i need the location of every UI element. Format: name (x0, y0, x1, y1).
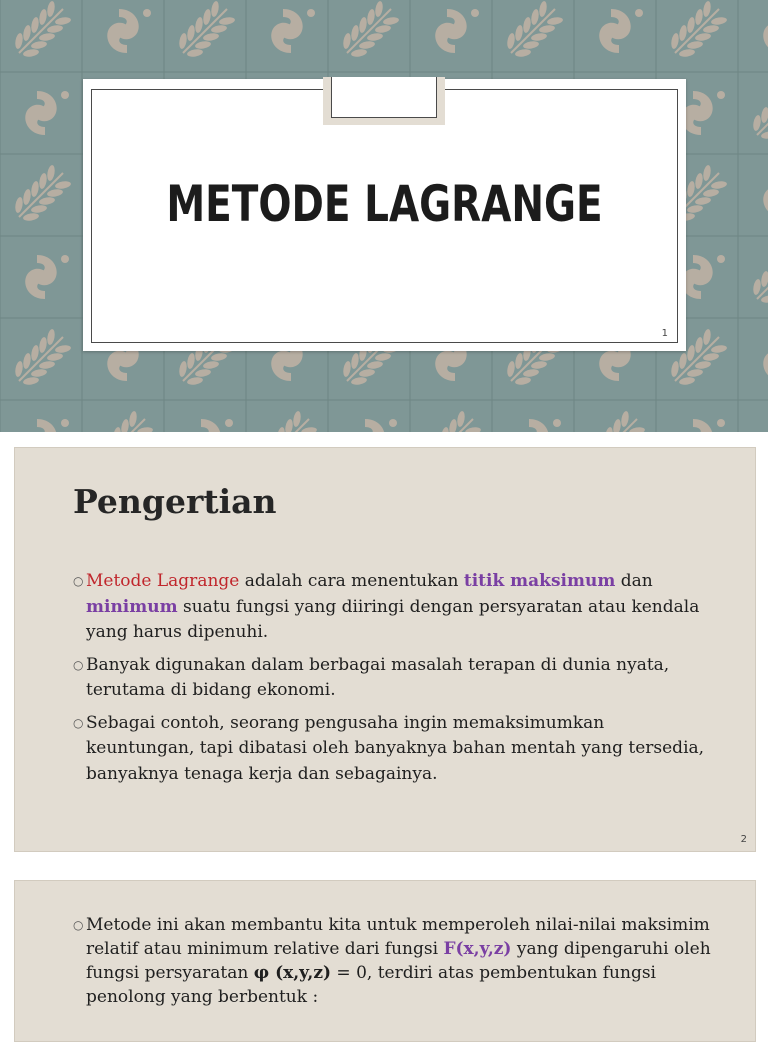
bullet-text: suatu fungsi yang diiringi dengan persyaratan atau kendala yang harus dipenuhi. (86, 596, 700, 642)
leaf-sprig-icon (96, 411, 153, 432)
paisley-icon (353, 419, 397, 432)
paisley-icon (681, 91, 725, 135)
term-highlight: Metode Lagrange (86, 571, 240, 591)
leaf-sprig-icon (752, 411, 768, 432)
leaf-sprig-icon (342, 1, 399, 58)
leaf-sprig-icon (424, 411, 481, 432)
bullet-text: Banyak digunakan dalam berbagai masalah terapan di dunia nyata, terutama di bidang ekonomi. (86, 654, 670, 700)
title-card (83, 79, 686, 351)
bullet-circle-icon: ○ (73, 918, 84, 932)
paisley-icon (25, 419, 69, 432)
paisley-icon (435, 9, 479, 53)
bullet-circle-icon: ○ (73, 715, 84, 730)
constraint-function: φ (x,y,z) (253, 963, 332, 983)
list-item (73, 653, 713, 704)
list-item (73, 711, 713, 788)
paisley-icon (763, 173, 768, 217)
list-item (73, 913, 713, 1009)
leaf-sprig-icon (14, 165, 71, 222)
bullet-text: yang dipengaruhi oleh fungsi persyaratan (86, 939, 711, 983)
leaf-sprig-icon (752, 83, 768, 140)
slide-number: 1 (661, 328, 668, 339)
method-slide (14, 880, 756, 1042)
title-tab-inner (331, 77, 437, 118)
paisley-icon (681, 419, 725, 432)
leaf-sprig-icon (670, 1, 727, 58)
slide-heading: Pengertian (73, 482, 277, 521)
definition-slide (14, 447, 756, 852)
function-highlight: F(x,y,z) (443, 939, 512, 959)
paisley-icon (681, 255, 725, 299)
bullet-text: adalah cara menentukan (239, 571, 464, 591)
bullet-text: dan (615, 571, 653, 591)
slide-title: METODE LAGRANGE (166, 175, 603, 233)
paisley-icon (599, 9, 643, 53)
leaf-sprig-icon (506, 1, 563, 58)
leaf-sprig-icon (178, 1, 235, 58)
list-item (73, 569, 713, 646)
paisley-icon (517, 419, 561, 432)
paisley-icon (763, 337, 768, 381)
bullet-text: = 0, terdiri atas pembentukan fungsi penolong yang berbentuk : (86, 963, 656, 1007)
paisley-icon (25, 91, 69, 135)
bullet-circle-icon: ○ (73, 574, 84, 588)
slide-number: 2 (740, 834, 747, 845)
leaf-sprig-icon (588, 411, 645, 432)
title-tab-decoration (323, 77, 445, 125)
leaf-sprig-icon (14, 1, 71, 58)
leaf-sprig-icon (752, 247, 768, 304)
paisley-icon (107, 9, 151, 53)
paisley-icon (189, 419, 233, 432)
paisley-icon (25, 255, 69, 299)
bullet-list (73, 913, 713, 1016)
bullet-text: Metode ini akan membantu kita untuk memperoleh nilai-nilai maksimim relatif atau minimum relative dari fungsi (86, 915, 710, 959)
bullet-circle-icon: ○ (73, 657, 84, 672)
bullet-list (73, 569, 713, 794)
leaf-sprig-icon (14, 329, 71, 386)
leaf-sprig-icon (260, 411, 317, 432)
title-slide (0, 0, 768, 432)
keyword-highlight: minimum (86, 596, 178, 617)
keyword-highlight: titik maksimum (463, 571, 616, 591)
paisley-icon (271, 9, 315, 53)
paisley-icon (763, 9, 768, 53)
bullet-text: Sebagai contoh, seorang pengusaha ingin memaksimumkan keuntungan, tapi dibatasi oleh banyaknya bahan mentah yang tersedia, banyaknya tenaga kerja dan sebagainya. (86, 712, 705, 784)
